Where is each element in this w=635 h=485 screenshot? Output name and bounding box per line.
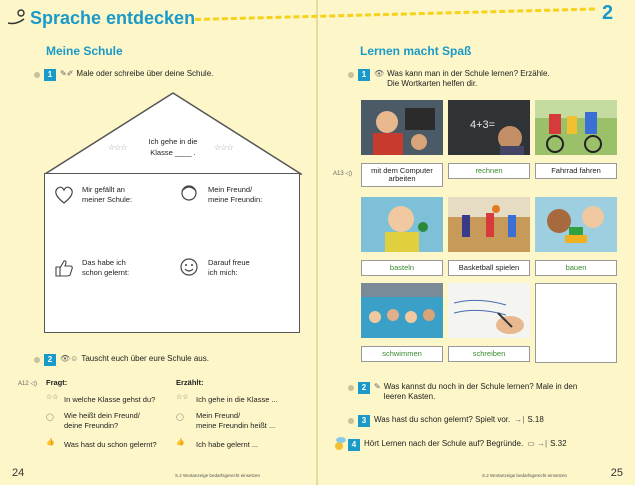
- section-title-right: Lernen macht Spaß: [360, 44, 472, 58]
- page-number-right: 25: [610, 467, 623, 479]
- bullet-icon: [34, 357, 40, 363]
- page-gutter: [316, 0, 318, 485]
- stars-icon: ☆☆: [176, 394, 189, 401]
- page-ref[interactable]: S.32: [550, 439, 567, 448]
- task-line: leeren Kasten.: [383, 392, 436, 401]
- friend-face-icon: ◯: [46, 414, 54, 421]
- task-2-left: [34, 354, 209, 366]
- smiley-icon: [178, 257, 200, 277]
- photo-basketball: [448, 197, 530, 252]
- roof-line-1: Ich gehe in die: [148, 137, 198, 146]
- word-card-schreiben: [448, 346, 530, 362]
- friend-face-icon: [178, 183, 200, 203]
- roof-text: [128, 136, 218, 158]
- task-number: 2: [358, 382, 370, 394]
- empty-drawing-box[interactable]: [535, 283, 617, 363]
- tell-line: Ich habe gelernt ...: [196, 440, 259, 449]
- cell-looking-forward: [208, 258, 250, 278]
- friend-face-icon: ◯: [176, 414, 184, 421]
- ask-line: deine Freundin?: [64, 421, 119, 430]
- audio-label: A12: [18, 381, 29, 387]
- cell-line: Mein Freund/: [208, 185, 253, 194]
- bullet-icon: [348, 385, 354, 391]
- page-ref[interactable]: S.18: [527, 415, 544, 424]
- speech-bubble-icon: ▭ →|: [527, 439, 548, 448]
- arrow-ref-icon: →|: [514, 415, 525, 424]
- thumbs-up-icon: [53, 258, 75, 278]
- audio-ref-a12[interactable]: A12 ◁): [18, 381, 37, 387]
- cell-line: meiner Schule:: [82, 195, 133, 204]
- thumbs-up-icon: 👍: [46, 439, 55, 446]
- pencil-icon: ✎✐: [60, 69, 74, 78]
- task-text: [384, 382, 578, 402]
- cell-line: schon gelernt:: [82, 268, 130, 277]
- roof-line-2: Klasse ____ .: [150, 148, 196, 157]
- word-card-text: schwimmen: [382, 349, 422, 358]
- task-line: Was kannst du noch in der Schule lernen? Male in den: [383, 382, 578, 391]
- bullet-icon: [348, 72, 354, 78]
- cell-friend: [208, 185, 262, 205]
- word-card-text: bauen: [565, 263, 587, 272]
- photo-writing: [448, 283, 530, 338]
- task-line: Die Wortkarten helfen dir.: [387, 79, 478, 88]
- task-2-right: [348, 382, 577, 402]
- word-card-text: basteln: [389, 263, 415, 272]
- ask-line: Was hast du schon gelernt?: [64, 440, 157, 449]
- footer-left: S.2 Wortanzeige bedarfsgerecht einsetzen: [175, 473, 260, 478]
- cell-line: Darauf freue: [208, 258, 250, 267]
- stars-icon: ☆☆☆: [108, 143, 127, 152]
- stars-icon: ☆☆: [46, 394, 59, 401]
- pen-icon: [6, 9, 26, 25]
- photo-math: [448, 100, 530, 155]
- pencil-icon: ✎: [374, 382, 381, 391]
- chapter-number: 2: [602, 2, 614, 24]
- word-card-computer: [361, 163, 443, 187]
- task-3-right: [348, 415, 544, 427]
- thumbs-up-icon: 👍: [176, 439, 185, 446]
- audio-label: A13: [333, 171, 344, 177]
- bullet-icon: [348, 418, 354, 424]
- task-number: 2: [44, 354, 56, 366]
- svg-text:4+3=: 4+3=: [470, 119, 496, 131]
- thinking-child-icon: [332, 436, 346, 452]
- word-card-rechnen: [448, 163, 530, 179]
- photo-bike: [535, 100, 617, 155]
- talk-icon: 👁: [374, 69, 385, 78]
- photo-swimming: [361, 283, 443, 338]
- task-text: Hört Lernen nach der Schule auf? Begründe.: [364, 439, 524, 448]
- task-number: 3: [358, 415, 370, 427]
- ask-line: Wie heißt dein Freund/: [64, 411, 140, 420]
- cell-line: ich mich:: [208, 268, 238, 277]
- task-text: Tauscht euch über eure Schule aus.: [81, 354, 209, 363]
- word-card-text: Fahrrad fahren: [551, 166, 601, 175]
- section-title-left: Meine Schule: [46, 44, 123, 58]
- bullet-icon: [34, 72, 40, 78]
- task-number: 4: [348, 439, 360, 451]
- tell-heading: Erzählt:: [176, 378, 204, 387]
- cell-line: meine Freundin:: [208, 195, 263, 204]
- word-card-schwimmen: [361, 346, 443, 362]
- word-card-basketball: [448, 260, 530, 276]
- task-text: Male oder schreibe über deine Schule.: [76, 69, 214, 78]
- cell-learned: [82, 258, 129, 278]
- cell-likes: [82, 185, 132, 205]
- tell-line: meine Freundin heißt ...: [196, 421, 276, 430]
- talk-icon: 👁☺: [60, 354, 79, 363]
- word-card-text: rechnen: [475, 166, 503, 175]
- photo-building: [535, 197, 617, 252]
- cell-line: Mir gefällt an: [82, 185, 125, 194]
- tell-line: Ich gehe in die Klasse ...: [196, 395, 278, 404]
- task-number: 1: [44, 69, 56, 81]
- audio-ref-a13[interactable]: A13 ◁): [333, 171, 352, 177]
- word-card-basteln: [361, 260, 443, 276]
- cell-line: Das habe ich: [82, 258, 126, 267]
- task-text: [387, 69, 549, 89]
- page-title: Sprache entdecken: [30, 8, 196, 28]
- heart-icon: [53, 185, 75, 205]
- word-card-fahrrad: [535, 163, 617, 179]
- photo-computer: [361, 100, 443, 155]
- task-number: 1: [358, 69, 370, 81]
- task-1-left: [34, 69, 213, 81]
- ask-heading: Fragt:: [46, 378, 68, 387]
- word-card-text: schreiben: [472, 349, 506, 358]
- decorative-dash-line: [195, 8, 595, 21]
- page-number-left: 24: [12, 467, 25, 479]
- photo-crafting: [361, 197, 443, 252]
- footer-right: S.2 Wortanzeige bedarfsgerecht einsetzen: [482, 473, 567, 478]
- tell-line: Mein Freund/: [196, 411, 241, 420]
- task-4-right: [348, 439, 567, 451]
- task-text: Was hast du schon gelernt? Spielt vor.: [374, 415, 511, 424]
- word-card-text: mit dem Computer arbeiten: [371, 166, 433, 183]
- word-card-bauen: [535, 260, 617, 276]
- task-1-right: [348, 69, 550, 89]
- house-roof: [44, 92, 302, 175]
- ask-line: In welche Klasse gehst du?: [64, 395, 156, 404]
- task-line: Was kann man in der Schule lernen? Erzähle.: [387, 69, 550, 78]
- word-card-text: Basketball spielen: [458, 263, 520, 272]
- stars-icon: ☆☆☆: [214, 143, 233, 152]
